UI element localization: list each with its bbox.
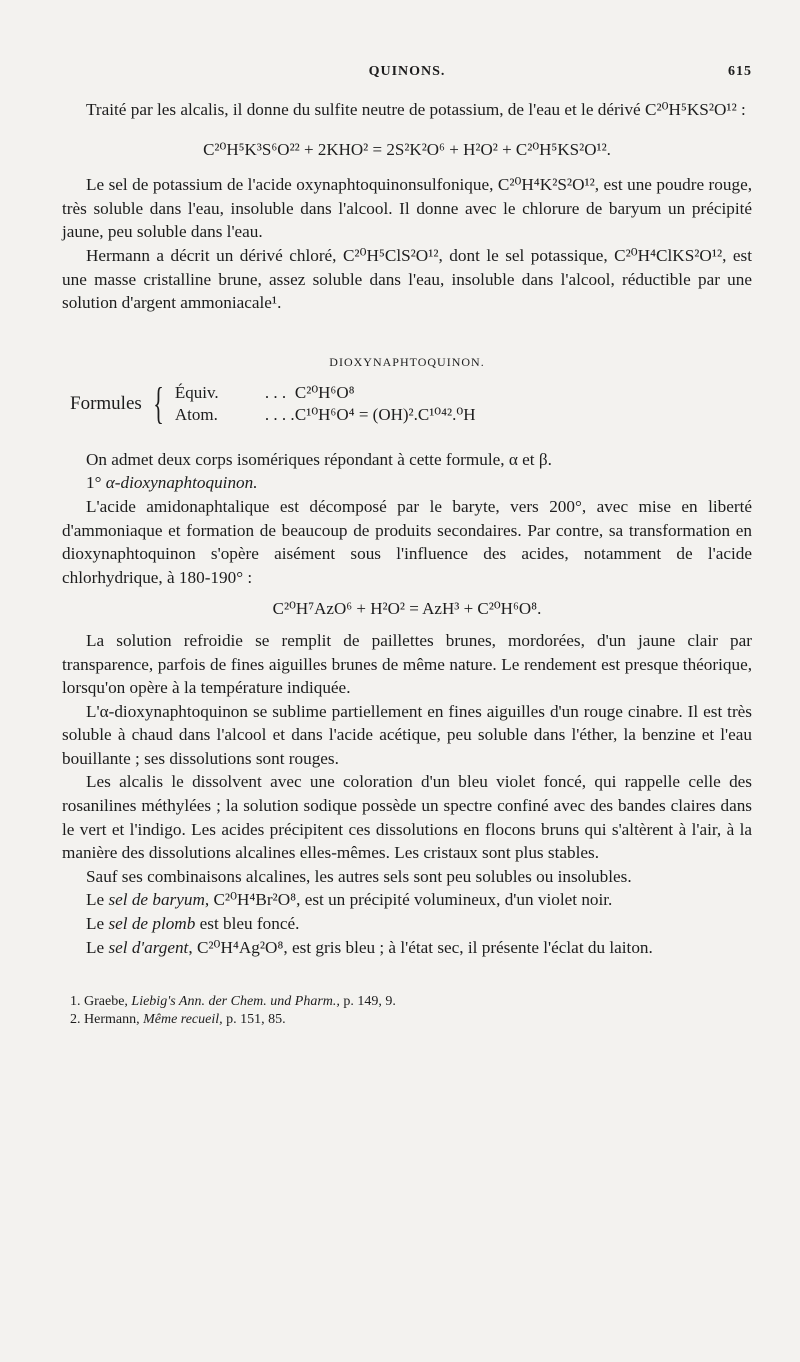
text-run: , C²⁰H⁴Br²O⁸, est un précipité volumineux, d'un violet noir. (204, 890, 613, 910)
formule-row (175, 382, 476, 404)
salt-name: sel d'argent (108, 937, 189, 957)
footnote-ref: p. 151, 85. (226, 1012, 286, 1028)
paragraph-sublime: L'α-dioxynaphtoquinon se sublime partiellement en fines aiguilles d'un rouge cinabre. Il est très soluble à chaud dans l'alcool et dans l'acide acétique, peu soluble dans l'éther, la benzine et l'eau bouillante ; ses dissolutions sont rouges. (62, 701, 752, 768)
salt-name: sel de baryum (108, 890, 205, 910)
brace-glyph: { (153, 378, 164, 428)
book-page (62, 60, 752, 1029)
paragraph-alkalis: Les alcalis le dissolvent avec une coloration d'un bleu violet foncé, qui rappelle celle des rosanilines méthylées ; la solution sodique possède un spectre confiné avec des bandes claires dans le vert et l'indigo. Les acides précipitent ces dissolutions en flocons bruns qui s'altèrent à l'air, à la manière des dissolutions alcalines elles-mêmes. Les cristaux sont plus stables. (62, 772, 752, 863)
text-run: , C²⁰H⁴Ag²O⁸, est gris bleu ; à l'état sec, il présente l'éclat du laiton. (188, 937, 653, 957)
formule-value: C¹⁰H⁶O⁴ = (OH)².C¹⁰⁴².⁰H (294, 404, 476, 424)
alpha-number: 1° (86, 473, 106, 493)
paragraph-sulfite: Traité par les alcalis, il donne du sulfite neutre de potassium, de l'eau et le dérivé C²⁰H⁵KS²O¹² : (86, 100, 746, 119)
formule-row (175, 404, 476, 426)
footnote-number: 1. (70, 994, 81, 1010)
footnote-author: Graebe, (84, 994, 128, 1010)
text-run: est bleu foncé. (195, 914, 300, 934)
text-run: Le (86, 937, 109, 957)
footnote (62, 1011, 752, 1029)
footnote-number: 2. (70, 1012, 81, 1028)
paragraph-silver (62, 936, 752, 960)
footnote-author: Hermann, (84, 1012, 140, 1028)
paragraph-potassium-salt: Le sel de potassium de l'acide oxynaphtoquinonsulfonique, C²⁰H⁴K²S²O¹², est une poudre rouge, très soluble dans l'eau, insoluble dans l'alcool. Il donne avec le chlorure de baryum un précipité jaune, peu soluble dans l'eau. (62, 175, 752, 242)
salt-name: sel de plomb (108, 914, 196, 934)
equation-sulfite: C²⁰H⁵K³S⁶O²² + 2KHO² = 2S²K²O⁶ + H²O² + C²⁰H⁵KS²O¹². (203, 139, 611, 159)
running-header (62, 60, 752, 84)
formule-key: Atom. (174, 404, 218, 424)
paragraph-salts: Sauf ses combinaisons alcalines, les autres sels sont peu solubles ou insolubles. (86, 866, 632, 886)
formule-key: Équiv. (174, 382, 219, 402)
page-number: 615 (728, 64, 752, 79)
paragraph-lead (62, 912, 752, 936)
footnote-source: Même recueil, (143, 1012, 223, 1028)
formule-dots: . . . . (264, 404, 295, 424)
paragraph-isomers: On admet deux corps isomériques répondant à cette formule, α et β. (86, 449, 552, 469)
paragraph-amidonaphtalic: L'acide amidonaphtalique est décomposé par le baryte, vers 200°, avec mise en liberté d'ammoniaque et formation de beaucoup de produits secondaires. Par contre, sa transformation en dioxynaphtoquinon s'opère aisément sous l'influence des acides, notamment de l'acide chlorhydrique, à 180-190° : (62, 496, 752, 587)
alpha-name: α-dioxynaphtoquinon. (105, 473, 258, 493)
formules-block (70, 378, 752, 428)
footnote (62, 993, 752, 1011)
paragraph-chlorinated-derivative: Hermann a décrit un dérivé chloré, C²⁰H⁵ClS²O¹², dont le sel potassique, C²⁰H⁴ClKS²O¹², est une masse cristalline brune, assez soluble dans l'eau, insoluble dans l'alcool, réductible par une solution d'argent ammoniacale¹. (62, 245, 752, 313)
formules-label: Formules (70, 392, 142, 414)
footnotes (62, 993, 752, 1029)
equation-hydrolysis: C²⁰H⁷AzO⁶ + H²O² = AzH³ + C²⁰H⁶O⁸. (272, 599, 542, 619)
paragraph-barium (62, 888, 752, 912)
section-heading: DIOXYNAPHTOQUINON. (329, 354, 485, 369)
footnote-source: Liebig's Ann. der Chem. und Pharm., (131, 994, 340, 1010)
formule-value: C²⁰H⁶O⁸ (294, 382, 355, 402)
running-title: QUINONS. (368, 64, 446, 79)
text-run: Le (86, 890, 109, 910)
text-run: Le (86, 914, 109, 934)
formule-dots: . . . (264, 382, 287, 402)
paragraph-solution: La solution refroidie se remplit de paillettes brunes, mordorées, d'un jaune clair par transparence, parfois de fines aiguilles brunes de même nature. Le rendement est presque théorique, lorsqu'on opère à la température indiquée. (62, 630, 752, 698)
paragraph-alpha-title (62, 471, 752, 495)
formules-rows (175, 382, 476, 426)
footnote-ref: p. 149, 9. (343, 994, 396, 1010)
